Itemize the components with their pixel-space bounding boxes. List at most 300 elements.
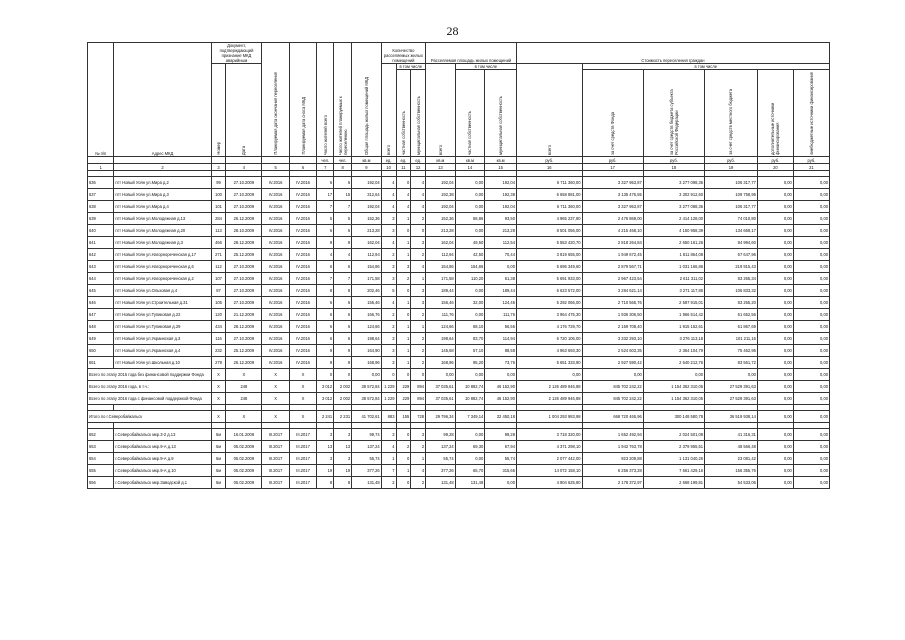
col-doc-number: Номер	[211, 64, 226, 157]
units-cell: кв.м	[352, 157, 382, 164]
cell-cx: 0,00	[793, 309, 829, 321]
cell-n: 1	[381, 453, 396, 465]
cell-num: 112	[211, 261, 226, 273]
cell-pp: 9	[334, 357, 352, 369]
cell-ce: 0,00	[757, 333, 793, 345]
numbers-cell: 4	[226, 164, 262, 171]
cell-nm: 2	[411, 345, 426, 357]
cell-cs: 2 379 955,51	[643, 441, 704, 453]
cell-p: 7	[317, 201, 334, 213]
cell-cs: 1 915 152,61	[643, 321, 704, 333]
cell-pe: X	[262, 411, 289, 423]
cell-ce: 0,00	[757, 393, 793, 405]
cell-am: 46 152,90	[485, 381, 517, 393]
cell-n: 7	[381, 465, 396, 477]
cell-c: 6 658 881,00	[516, 189, 582, 201]
cell-cf: 923 209,88	[582, 453, 643, 465]
cell-pe: IV.2016	[262, 201, 289, 213]
cell-n: 2	[381, 249, 396, 261]
cell-num: 116	[211, 333, 226, 345]
cell-at: 131,48	[352, 477, 382, 489]
col-area-all: всего	[426, 64, 456, 157]
cell-cx: 0,00	[793, 189, 829, 201]
cell-cm: 54 533,06	[705, 477, 758, 489]
cell-cs: 1 966 514,42	[643, 309, 704, 321]
cell-p: 7	[317, 273, 334, 285]
cell-c: 2 126 489 946,88	[516, 381, 582, 393]
cell-cf: 3 135 476,55	[582, 189, 643, 201]
table-row	[88, 297, 830, 309]
cell-am: 0,00	[485, 369, 517, 381]
address-cell: пгт Новый Уоян ул.Мира д.4	[114, 201, 211, 213]
cell-pp: 2 231	[334, 411, 352, 423]
cell-p: 9	[317, 345, 334, 357]
cell-pd: IV.2016	[289, 237, 316, 249]
cell-ce: 0,00	[757, 237, 793, 249]
cell-cm: 106 833,32	[705, 285, 758, 297]
units-cell: руб.	[516, 157, 582, 164]
cell-cx: 0,00	[793, 381, 829, 393]
cell-date: 27.10.2009	[226, 189, 262, 201]
cell-p: 2 241	[317, 411, 334, 423]
cell-pp: 9	[334, 237, 352, 249]
cell-nm: 2	[411, 213, 426, 225]
cell-at: 38 572,84	[352, 381, 382, 393]
cell-at: 154,86	[352, 261, 382, 273]
cell-pp: 15	[334, 189, 352, 201]
cell-nm: 2	[411, 477, 426, 489]
cell-cx: 0,00	[793, 369, 829, 381]
cell-ao: 57,10	[455, 345, 485, 357]
cell-pd: III.2017	[289, 441, 316, 453]
cell-c: 4 176 729,70	[516, 321, 582, 333]
numbers-cell: 6	[289, 164, 316, 171]
cell-cx: 0,00	[793, 201, 829, 213]
cell-cs: 1 131 040,26	[643, 453, 704, 465]
cell-cf: 2 967 423,54	[582, 273, 643, 285]
row-number: 647	[88, 309, 114, 321]
cell-nm: 894	[411, 381, 426, 393]
cell-cs: 3 277 098,36	[643, 177, 704, 189]
cell-at: 156,46	[352, 297, 382, 309]
cell-date: 05.02.2009	[226, 453, 262, 465]
col-cost-all: всего	[516, 64, 582, 157]
cell-nm: 1	[411, 321, 426, 333]
cell-no: 4	[396, 201, 411, 213]
total-row	[88, 381, 830, 393]
cell-pe: X	[262, 381, 289, 393]
cell-n: 3	[381, 273, 396, 285]
row-number: 654	[88, 453, 114, 465]
cell-at: 164,90	[352, 345, 382, 357]
cell-pe: IV.2016	[262, 333, 289, 345]
cell-pd: IV.2016	[289, 189, 316, 201]
cell-at: 202,46	[352, 285, 382, 297]
cell-cx: 0,00	[793, 249, 829, 261]
numbers-cell: 19	[705, 164, 758, 171]
cell-no: 1	[396, 357, 411, 369]
cell-ao: 0,00	[455, 429, 485, 441]
table-row	[88, 441, 830, 453]
total-label: Всего по этапу 2016 года, в т.ч.:	[88, 381, 212, 393]
cell-cf: 2 927 590,42	[582, 357, 643, 369]
cell-cm: 27 529 391,63	[705, 381, 758, 393]
cell-num: X	[211, 381, 226, 393]
address-cell: пгт Новый Уоян ул.Молодежная д.20	[114, 225, 211, 237]
cell-am: 213,28	[485, 225, 517, 237]
cell-pp: 7	[334, 273, 352, 285]
cell-num: 113	[211, 225, 226, 237]
table-row	[88, 249, 830, 261]
cell-cf: 668 720 465,96	[582, 411, 643, 423]
row-number: 640	[88, 225, 114, 237]
cell-am: 124,46	[485, 297, 517, 309]
cell-p: 6	[317, 333, 334, 345]
numbers-cell: 1	[88, 164, 114, 171]
cell-cm: 23 081,42	[705, 453, 758, 465]
cell-cx: 0,00	[793, 429, 829, 441]
cell-c: 6 711 360,00	[516, 177, 582, 189]
cell-pe: IV.2016	[262, 189, 289, 201]
cell-ao: 58,86	[455, 213, 485, 225]
cell-at: 312,64	[352, 189, 382, 201]
cell-cs: 7 661 429,16	[643, 465, 704, 477]
cell-cm: 61 867,69	[705, 321, 758, 333]
cell-no: 0	[396, 369, 411, 381]
cell-cs: 2 587 915,01	[643, 297, 704, 309]
cell-pp: 7	[334, 201, 352, 213]
group-cost: Стоимость переселения граждан	[516, 43, 829, 64]
cell-no: 1	[396, 297, 411, 309]
cell-no: 1	[396, 237, 411, 249]
cell-cx: 0,00	[793, 297, 829, 309]
cell-c: 3 964 475,30	[516, 309, 582, 321]
address-cell: пгт Новый Уоян ул.Строительная д.31	[114, 297, 211, 309]
cell-date: 26.12.2009	[226, 213, 262, 225]
cell-cf: 845 702 242,22	[582, 393, 643, 405]
cell-nm: 1	[411, 453, 426, 465]
cell-num: 107	[211, 273, 226, 285]
cell-pd: IV.2016	[289, 249, 316, 261]
cell-cm: 83 265,34	[705, 273, 758, 285]
address-cell: пгт Новый Уоян ул.Нагорнореченская д.6	[114, 261, 211, 273]
cell-pe: X	[262, 369, 289, 381]
cell-n: 883	[381, 411, 396, 423]
cell-pp: 3	[334, 429, 352, 441]
units-cell: чел.	[334, 157, 352, 164]
cell-pp: 2 002	[334, 393, 352, 405]
cell-pd: IV.2016	[289, 225, 316, 237]
units-cell: руб.	[582, 157, 643, 164]
cell-ce: 0,00	[757, 429, 793, 441]
cell-cx: 0,00	[793, 285, 829, 297]
cell-am: 0,00	[485, 261, 517, 273]
cell-am: 114,94	[485, 333, 517, 345]
cell-a: 55,74	[426, 453, 456, 465]
cell-pd: III.2017	[289, 453, 316, 465]
cell-cs: 3 277 088,36	[643, 201, 704, 213]
cell-cm: 36 519 938,14	[705, 411, 758, 423]
cell-n: 3	[381, 213, 396, 225]
cell-nm: 4	[411, 201, 426, 213]
cell-pe: III.2017	[262, 429, 289, 441]
cell-p: 8	[317, 285, 334, 297]
cell-c: 5 691 933,00	[516, 273, 582, 285]
cell-cf: 845 702 242,22	[582, 381, 643, 393]
cell-nm: 0	[411, 225, 426, 237]
cell-pp: 9	[334, 345, 352, 357]
cell-num: 6м	[211, 465, 226, 477]
cell-pe: IV.2016	[262, 249, 289, 261]
cell-a: 152,36	[426, 213, 456, 225]
cell-no: 1	[396, 213, 411, 225]
numbers-cell: 12	[411, 164, 426, 171]
cell-nm: 4	[411, 261, 426, 273]
row-number: 639	[88, 213, 114, 225]
cell-date: 05.02.2009	[226, 441, 262, 453]
cell-ce: 0,00	[757, 225, 793, 237]
col-cost-offbudget: внебюджетные источники финансирования	[793, 70, 829, 157]
cell-a: 171,58	[426, 273, 456, 285]
cell-pd: III.2017	[289, 465, 316, 477]
cell-cm: 57 647,96	[705, 249, 758, 261]
cell-cs: 2 640 212,76	[643, 357, 704, 369]
area-incl: в том числе	[455, 64, 516, 70]
units-cell: ед.	[381, 157, 396, 164]
cell-c: 4 963 693,30	[516, 345, 582, 357]
cell-num: 466	[211, 237, 226, 249]
cell-no: 4	[396, 189, 411, 201]
cell-no: 0	[396, 285, 411, 297]
cell-ao: 154,86	[455, 261, 485, 273]
cell-p: 6	[317, 309, 334, 321]
cell-date: 21.12.2009	[226, 309, 262, 321]
cell-am: 67,94	[485, 441, 517, 453]
cell-num: 279	[211, 357, 226, 369]
col-doc-date: Дата	[226, 64, 262, 157]
cell-pe: X	[262, 393, 289, 405]
address-cell: г.Северобайкальск мкр.9-А д.13	[114, 441, 211, 453]
page-number: 28	[446, 24, 459, 38]
numbers-cell: 16	[516, 164, 582, 171]
table-row	[88, 477, 830, 489]
cell-am: 88,58	[485, 345, 517, 357]
cell-ce: 0,00	[757, 189, 793, 201]
row-number: 645	[88, 285, 114, 297]
cell-pd: X	[289, 369, 316, 381]
cell-cm: 48 566,48	[705, 441, 758, 453]
cell-pd: III.2017	[289, 477, 316, 489]
cell-cs: 2 611 311,02	[643, 273, 704, 285]
total-label: Всего по этапу 2016 года с финансовой поддержкой Фонда	[88, 393, 212, 405]
cell-at: 112,94	[352, 249, 382, 261]
numbers-cell: 10	[381, 164, 396, 171]
row-number: 646	[88, 297, 114, 309]
cell-pp: 3	[334, 453, 352, 465]
cell-nm: 2	[411, 333, 426, 345]
cell-date: 05.02.2009	[226, 477, 262, 489]
cell-c: 6 720 106,00	[516, 333, 582, 345]
cell-ce: 0,00	[757, 201, 793, 213]
cell-pd: IV.2016	[289, 321, 316, 333]
cell-num: 87	[211, 285, 226, 297]
cell-at: 38 572,84	[352, 393, 382, 405]
cell-am: 93,50	[485, 213, 517, 225]
cell-ao: 131,48	[455, 477, 485, 489]
cell-pd: X	[289, 393, 316, 405]
cell-p: 19	[317, 465, 334, 477]
cell-n: 1 229	[381, 381, 396, 393]
cell-n: 4	[381, 441, 396, 453]
cell-am: 46 152,90	[485, 393, 517, 405]
units-cell: руб.	[643, 157, 704, 164]
cell-cs: 4 150 958,39	[643, 225, 704, 237]
cell-c: 5 553 420,70	[516, 237, 582, 249]
cell-p: 0	[317, 369, 334, 381]
cell-n: 2	[381, 477, 396, 489]
col-count-all: всего	[381, 64, 396, 157]
cell-ao: 65,70	[455, 465, 485, 477]
address-cell: пгт Новый Уоян ул.Мира д.3	[114, 189, 211, 201]
cell-pp: 13	[334, 441, 352, 453]
cell-pp: 6	[334, 309, 352, 321]
table-row	[88, 225, 830, 237]
table-row	[88, 333, 830, 345]
cell-num: 271	[211, 249, 226, 261]
cell-p: 13	[317, 441, 334, 453]
cell-am: 70,44	[485, 249, 517, 261]
cell-cx: 0,00	[793, 177, 829, 189]
col-plan-demolition: Планируемая дата сноса МКД	[289, 43, 316, 157]
cell-am: 192,38	[485, 189, 517, 201]
units-cell: кв.м	[426, 157, 456, 164]
cell-cm: 74 010,80	[705, 213, 758, 225]
row-number: 636	[88, 177, 114, 189]
cell-n: 4	[381, 297, 396, 309]
cell-at: 137,24	[352, 441, 382, 453]
cell-no: 1	[396, 345, 411, 357]
cell-cm: 41 316,31	[705, 429, 758, 441]
cell-pd: IV.2016	[289, 213, 316, 225]
cell-num: 105	[211, 297, 226, 309]
row-number: 649	[88, 333, 114, 345]
cell-pp: 8	[334, 285, 352, 297]
cell-ao: 83,70	[455, 333, 485, 345]
cell-date: 05.02.2009	[226, 465, 262, 477]
numbers-cell: 5	[262, 164, 289, 171]
cell-cm: 27 529 391,63	[705, 393, 758, 405]
cell-no: 3	[396, 261, 411, 273]
cell-pe: III.2017	[262, 465, 289, 477]
cell-nm: 2	[411, 309, 426, 321]
cell-a: 198,64	[426, 333, 456, 345]
cell-nm: 3	[411, 285, 426, 297]
table-row	[88, 261, 830, 273]
cell-cx: 0,00	[793, 393, 829, 405]
cell-at: 192,04	[352, 201, 382, 213]
group-count: Количество расселяемых жилых помещений	[381, 43, 425, 64]
numbers-cell: 13	[426, 164, 456, 171]
cell-a: 37 035,61	[426, 381, 456, 393]
cell-cm: 84 994,60	[705, 237, 758, 249]
row-number: 650	[88, 345, 114, 357]
cell-p: 6	[317, 297, 334, 309]
cell-cx: 0,00	[793, 333, 829, 345]
cell-ce: 0,00	[757, 465, 793, 477]
col-people-planned: Число жителей планируемых к переселению	[334, 43, 352, 157]
col-no: № п/п	[88, 43, 114, 157]
cell-p: 6	[317, 321, 334, 333]
cell-am: 192,04	[485, 201, 517, 213]
cell-ce: 0,00	[757, 321, 793, 333]
cell-no: 1	[396, 321, 411, 333]
cell-ao: 32,00	[455, 297, 485, 309]
cell-pd: IV.2016	[289, 345, 316, 357]
cell-cf: 3 327 953,87	[582, 201, 643, 213]
cell-date: 28.12.2009	[226, 321, 262, 333]
address-cell: пгт Новый Уоян ул.Тупиковая д.29	[114, 321, 211, 333]
cell-nm: 3	[411, 237, 426, 249]
row-number: 656	[88, 477, 114, 489]
cell-num: 101	[211, 201, 226, 213]
cell-ao: 95,20	[455, 357, 485, 369]
address-cell: пгт Новый Уоян ул.Молодежная д.13	[114, 213, 211, 225]
cell-cm: 109 758,95	[705, 189, 758, 201]
cell-c: 3 819 655,00	[516, 249, 582, 261]
cell-p: 4	[317, 249, 334, 261]
cell-pd: X	[289, 381, 316, 393]
total-row	[88, 369, 830, 381]
cell-pp: 8	[334, 477, 352, 489]
cell-a: 0,00	[426, 369, 456, 381]
cell-at: 162,04	[352, 237, 382, 249]
cell-cx: 0,00	[793, 441, 829, 453]
cell-c: 1 004 293 983,98	[516, 411, 582, 423]
table-row	[88, 189, 830, 201]
col-cost-fund: за счет средств Фонда	[582, 70, 643, 157]
cell-ao: 0,00	[455, 369, 485, 381]
cell-cs: 300 148 580,78	[643, 411, 704, 423]
cell-cx: 0,00	[793, 477, 829, 489]
cell-nm: 2	[411, 441, 426, 453]
cell-pe: IV.2016	[262, 237, 289, 249]
cell-ce: 0,00	[757, 357, 793, 369]
cell-cm: 75 462,95	[705, 345, 758, 357]
cell-ce: 0,00	[757, 441, 793, 453]
address-cell: пгт Новый Уоян ул.Школьная д.10	[114, 357, 211, 369]
cell-pp: 4	[334, 249, 352, 261]
cell-n: 4	[381, 177, 396, 189]
cell-cf: 6 256 373,28	[582, 465, 643, 477]
cell-a: 213,28	[426, 225, 456, 237]
cell-no: 1	[396, 465, 411, 477]
cell-am: 192,04	[485, 177, 517, 189]
cell-cx: 0,00	[793, 261, 829, 273]
cell-pd: III.2017	[289, 429, 316, 441]
cell-n: 3	[381, 429, 396, 441]
cell-cf: 1 949 672,45	[582, 249, 643, 261]
cell-am: 315,66	[485, 465, 517, 477]
cell-ce: 0,00	[757, 453, 793, 465]
cell-pd: IV.2016	[289, 297, 316, 309]
cell-am: 189,44	[485, 285, 517, 297]
cell-n: 3	[381, 261, 396, 273]
cell-a: 377,26	[426, 465, 456, 477]
cell-cx: 0,00	[793, 225, 829, 237]
group-document: Документ, подтверждающий признание МКД аварийным	[211, 43, 262, 64]
cell-pe: IV.2016	[262, 225, 289, 237]
numbers-cell: 8	[334, 164, 352, 171]
